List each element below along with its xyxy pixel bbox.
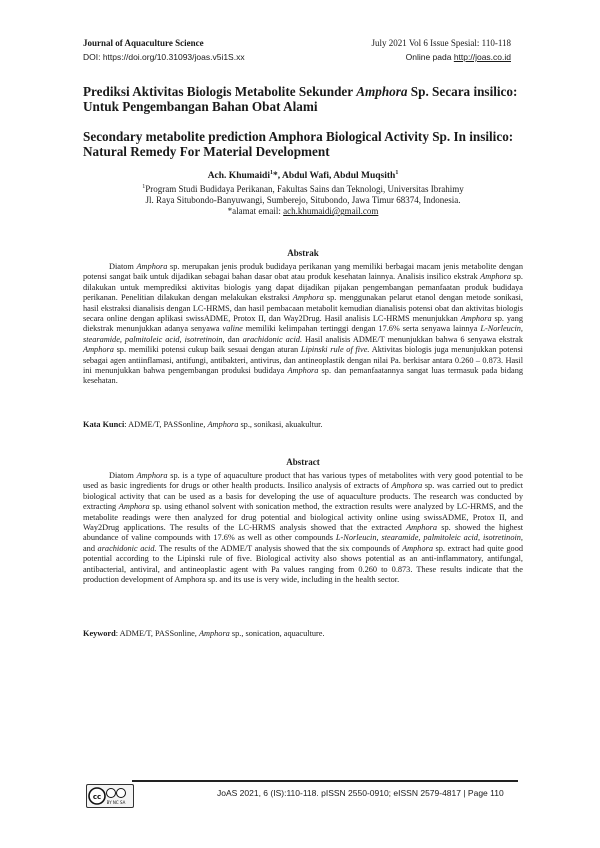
abstract-body bbox=[83, 471, 523, 585]
title-id-part: Sp. Secara insilico: Untuk Pengembangan Bahan Obat Alami bbox=[83, 84, 518, 114]
creative-commons-badge bbox=[86, 784, 134, 808]
keywords: Keyword: ADME/T, PASSonline, Amphora sp., sonication, aquaculture. bbox=[83, 629, 325, 638]
journal-name: Journal of Aquaculture Science bbox=[83, 38, 204, 48]
affiliation-line-1 bbox=[83, 182, 523, 195]
email-link[interactable]: ach.khumaidi@gmail.com bbox=[283, 206, 379, 217]
affil-sup: 1 bbox=[142, 184, 146, 191]
kata-kunci: Kata Kunci: ADME/T, PASSonline, Amphora sp., sonikasi, akuakultur. bbox=[83, 420, 323, 429]
journal-header-left bbox=[83, 37, 245, 63]
title-id-part: Prediksi Aktivitas Biologis Metabolite Sekunder bbox=[83, 84, 357, 99]
abstrak-paragraph: Diatom Amphora sp. merupakan jenis produk budidaya perikanan yang memiliki berbagai macam jenis metabolite dengan potensi sangat baik untuk dijadikan sebagai bahan dasar obat atau produk kesehatan lainnya. Analisis insilico ekstrak Amphora sp. dilakukan untuk memprediksi aktivitas biologis yang dapat dijadikan pijakan pengembangan pemanfaatan produk budidaya perikanan. Penelitian dilakukan dengan melakukan ekstraksi Amphora sp. menggunakan pelarut etanol dengan metode sonikasi, hasil ekstraksi dianalisis dengan LC-HRMS, dan hasil pembacaan metabolit kemudian dianalisis potensi obat dan aktivitas biologis secara online dengan aplikasi swissADME, Protox II, dan Way2Drug. Hasil analisis LC-HRMS menunjukkan Amphora sp. yang diekstrak menunjukkan adanya senyawa valine memiliki kelimpahan tertinggi dengan 17.6% serta senyawa lainnya L-Norleucin, stearamide, palmitoleic acid, isotretinoin, dan arachidonic acid. Hasil analisis ADME/T menunjukkan bahwa 6 senyawa ekstrak Amphora sp. memiliki potensi cukup baik sesuai dengan aturan Lipinski rule of five. Aktivitas biologis juga menunjukkan potensi sebagai agen antiinflamasi, antifungi, antibakteri, antivirus, dan antineoplastik dengan nilai Pa. berkisar antara 0.260 – 0.873. Hasil ini menunjukkan bahwa pengembangan produksi budidaya Amphora sp. dan pemanfaatannya sangat luas termasuk pada bidang kesehatan. bbox=[83, 262, 524, 386]
affiliation-line-2: Jl. Raya Situbondo-Banyuwangi, Sumberejo, Situbondo, Jawa Timur 68374, Indonesia. bbox=[145, 195, 461, 206]
issue-info: July 2021 Vol 6 Issue Spesial: 110-118 bbox=[371, 38, 511, 48]
author-first: Ach. Khumaidi bbox=[207, 171, 270, 182]
footer-citation: JoAS 2021, 6 (IS):110-118. pISSN 2550-0910; eISSN 2579-4817 | Page 110 bbox=[217, 788, 504, 798]
online-prefix: Online pada bbox=[405, 52, 452, 62]
title-id-genus: Amphora bbox=[356, 84, 408, 99]
title-english: Secondary metabolite prediction Amphora Biological Activity Sp. In insilico: Natural Remedy For Material Development bbox=[83, 129, 514, 159]
keywords-label: Keyword bbox=[83, 629, 116, 638]
author-others: *, Abdul Wafi, Abdul Muqsith bbox=[272, 171, 396, 182]
journal-header-right bbox=[371, 37, 511, 63]
footer-rule bbox=[132, 780, 518, 782]
abstrak-heading: Abstrak bbox=[287, 248, 319, 258]
title-indonesian bbox=[83, 84, 523, 114]
online-info bbox=[371, 51, 511, 63]
author-names bbox=[83, 168, 523, 182]
author-block bbox=[83, 168, 523, 217]
author-sup: 1 bbox=[269, 170, 273, 176]
abstrak-body bbox=[83, 262, 523, 387]
author-sup: 1 bbox=[395, 170, 399, 176]
svg-text:BY NC SA: BY NC SA bbox=[106, 800, 126, 805]
svg-text:cc: cc bbox=[92, 793, 102, 801]
keywords-label: Kata Kunci bbox=[83, 420, 125, 429]
affiliation-text: Program Studi Budidaya Perikanan, Fakultas Sains dan Teknologi, Universitas Ibrahimy bbox=[145, 184, 464, 195]
cc-license-icon bbox=[88, 786, 132, 806]
doi-text[interactable]: DOI: https://doi.org/10.31093/joas.v5i1S.xx bbox=[83, 52, 245, 62]
journal-url-link[interactable]: http://joas.co.id bbox=[453, 52, 511, 62]
abstract-heading: Abstract bbox=[286, 457, 320, 467]
abstract-paragraph: Diatom Amphora sp. is a type of aquaculture product that has various types of metabolites with very good potential to be used as basic ingredients for drugs or other health products. Insilico analysis of extracts of Amphora sp. was carried out to predict biological activity that can be used as a basis for developing the use of aquaculture products. The research was conducted by extracting Amphora sp. using ethanol solvent with sonication method, the extraction results were analyzed by LC-HRMS, and the metabolite readings were then analyzed for drug potential and biological activity online using swissADME, Protox II, and Way2Drug applications. The results of the LC-HRMS analysis showed that the extracted Amphora sp. showed the highest abundance of valine compounds with 17.6% as well as other compounds L-Norleucin, stearamide, palmitoleic acid, isotretinoin, and arachidonic acid. The results of the ADME/T analysis showed that the six compounds of Amphora sp. extract had quite good potential according to the Lipinski rule of five. Biological activity also shows potential as an anti-inflammatory, antifungal, antibacterial, antiviral, and antineoplastic agent with Pa values ranging from 0.260 to 0.873. These results indicate that the production development of Amphora sp. and its use is very wide, including in the health sector. bbox=[83, 471, 524, 585]
email-label: *alamat email: bbox=[227, 206, 281, 217]
email-line bbox=[83, 206, 523, 217]
